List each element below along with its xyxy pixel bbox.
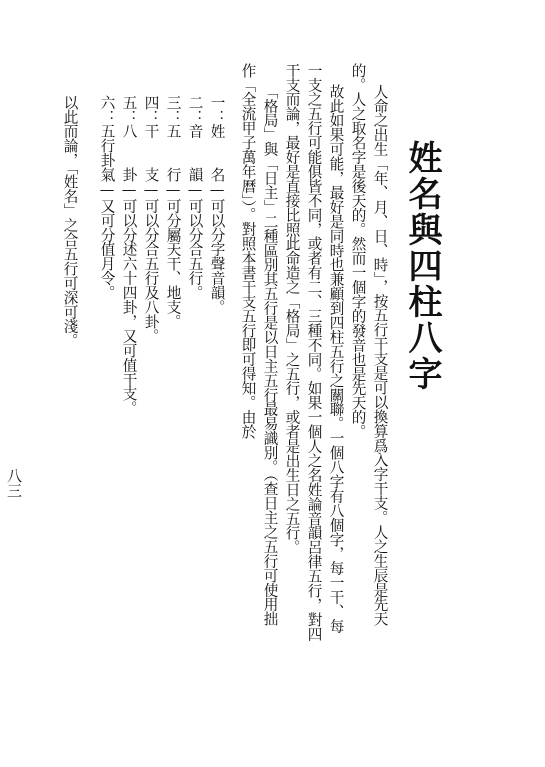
- text-column: 作「全流甲子萬年曆」）。對照本書干支五行即可得知。由於: [239, 63, 257, 439]
- text-column: 一支之五行可能俱皆不同，或者有二、三種不同。如果一個人之名姓論音韻呂律五行，對四: [305, 63, 323, 641]
- page-number: 八三: [5, 468, 23, 498]
- list-item: 一：姓 名—可以分字聲音韻。: [208, 95, 226, 315]
- list-item: 六：五行卦氣—又可分值月令。: [98, 95, 116, 300]
- text-column: 的。人之取名字是後天的。然而一個字的發音也是先天的。: [349, 63, 367, 439]
- list-item: 四：干 支—可以分合五行及八卦。: [142, 95, 160, 344]
- text-column: 「格局」與「日主」二種區別其五行是以日主五行最易識別。（查日主之五行可使用拙: [261, 84, 279, 626]
- page-title: 姓名與四柱八字: [402, 140, 442, 392]
- text-column: 干支而論，最好是直接比照此命造之「格局」之五行，或者是出生日之五行。: [283, 63, 301, 555]
- closing-text: 以此而論，「姓名」之合五行可深可淺。: [61, 95, 79, 348]
- list-item: 三：五 行—可分屬天干、地支。: [164, 95, 182, 329]
- text-column: 故此如果可能，最好是同時也兼顧到四柱五行之關聯。一個八字有八個字，每一干、每: [327, 84, 345, 634]
- list-item: 二：音 韻—可以分合五行。: [186, 95, 204, 300]
- text-column: 人命之出生「年、月、日、時」，按五行干支是可以換算爲入字干支。人之生辰是先天: [371, 84, 389, 626]
- list-item: 五：八 卦—可以分述六十四卦，又可值干支。: [120, 95, 138, 416]
